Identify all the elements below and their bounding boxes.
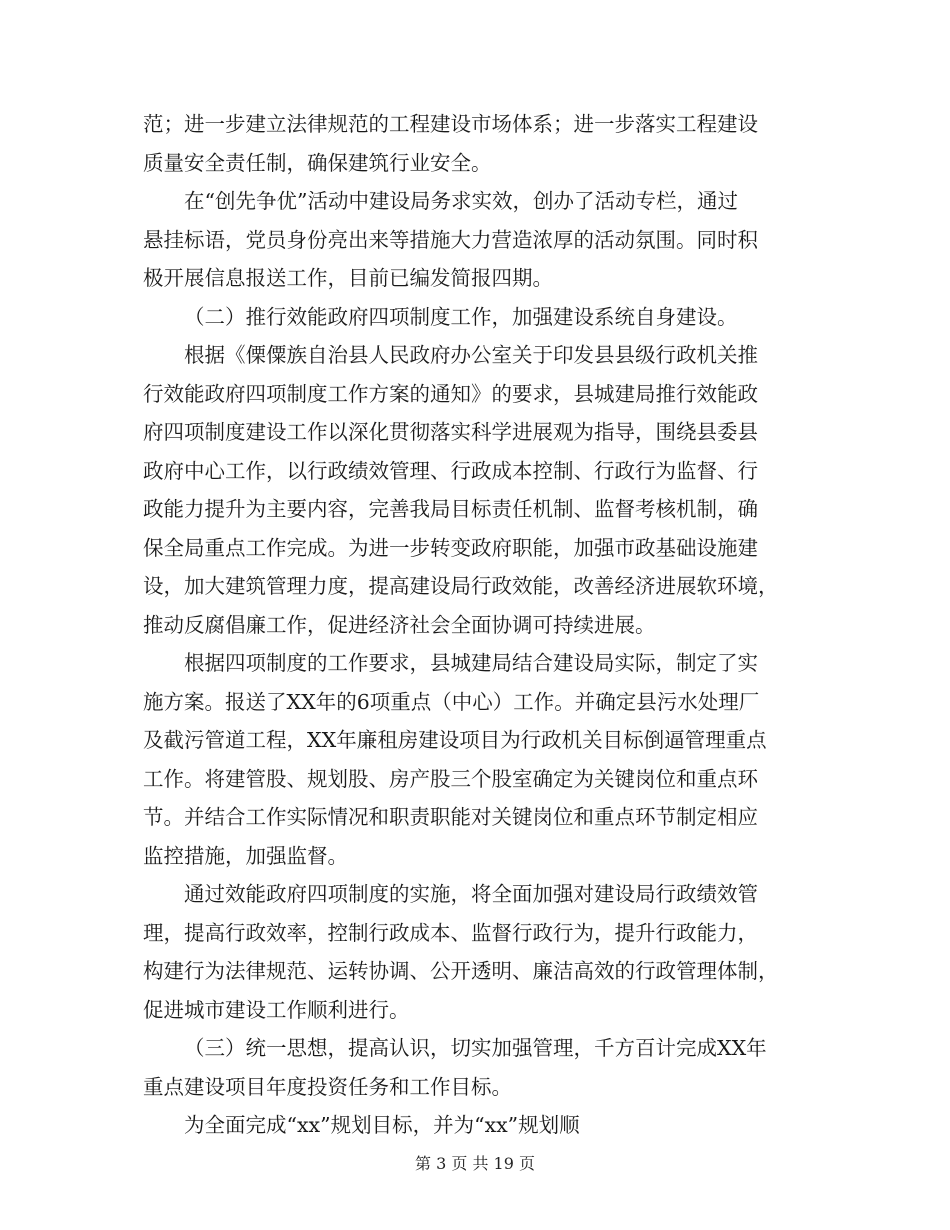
text-line: 施方案。报送了XX年的6项重点（中心）工作。并确定县污水处理厂: [143, 689, 760, 714]
document-body: [143, 105, 813, 1145]
paragraph-start-line: 根据《傈僳族自治县人民政府办公室关于印发县县级行政机关推: [184, 343, 758, 367]
text-line: 及截污管道工程，XX年廉租房建设项目为行政机关目标倒逼管理重点: [143, 728, 767, 752]
text-line: 保全局重点工作完成。为进一步转变政府职能，加强市政基础设施建: [143, 535, 758, 560]
paragraph-start-line: 在“创先争优”活动中建设局务求实效，创办了活动专栏，通过: [184, 189, 738, 213]
paragraph-start-line: 根据四项制度的工作要求，县城建局结合建设局实际，制定了实: [184, 651, 758, 675]
text-line: 府四项制度建设工作以深化贯彻落实科学进展观为指导，围绕县委县: [143, 420, 758, 444]
text-line: 促进城市建设工作顺利进行。: [143, 997, 410, 1022]
text-line: 极开展信息报送工作，目前已编发简报四期。: [143, 266, 553, 290]
paragraph-start-line: 通过效能政府四项制度的实施，将全面加强对建设局行政绩效管: [184, 882, 758, 906]
paragraph-start-line: 为全面完成“xx”规划目标，并为“xx”规划顺: [184, 1113, 580, 1137]
text-line: 节。并结合工作实际情况和职责职能对关键岗位和重点环节制定相应: [143, 805, 758, 829]
text-line: 构建行为法律规范、运转协调、公开透明、廉洁高效的行政管理体制，: [143, 959, 779, 983]
text-line: 悬挂标语，党员身份亮出来等措施大力营造浓厚的活动氛围。同时积: [143, 227, 758, 252]
page-number: 第 3 页 共 19 页: [415, 1154, 535, 1173]
text-line: 推动反腐倡廉工作，促进经济社会全面协调可持续进展。: [143, 612, 656, 637]
text-line: 理，提高行政效率，控制行政成本、监督行政行为，提升行政能力，: [143, 920, 758, 945]
text-line: 政能力提升为主要内容，完善我局目标责任机制、监督考核机制，确: [143, 497, 758, 521]
text-line: 质量安全责任制，确保建筑行业安全。: [143, 150, 492, 175]
text-line: 范；进一步建立法律规范的工程建设市场体系；进一步落实工程建设: [143, 112, 758, 136]
text-line: 工作。将建管股、规划股、房产股三个股室确定为关键岗位和重点环: [143, 766, 758, 791]
section-heading-2: （二）推行效能政府四项制度工作，加强建设系统自身建设。: [184, 304, 738, 329]
text-line: 行效能政府四项制度工作方案的通知》的要求，县城建局推行效能政: [143, 381, 758, 406]
text-line: 重点建设项目年度投资任务和工作目标。: [143, 1074, 512, 1099]
text-line: 监控措施，加强监督。: [143, 843, 348, 868]
text-line: 设，加大建筑管理力度，提高建设局行政效能，改善经济进展软环境，: [143, 574, 779, 598]
section-heading-3: （三）统一思想，提高认识，切实加强管理，千方百计完成XX年: [184, 1036, 767, 1060]
text-line: 政府中心工作，以行政绩效管理、行政成本控制、行政行为监督、行: [143, 458, 758, 483]
